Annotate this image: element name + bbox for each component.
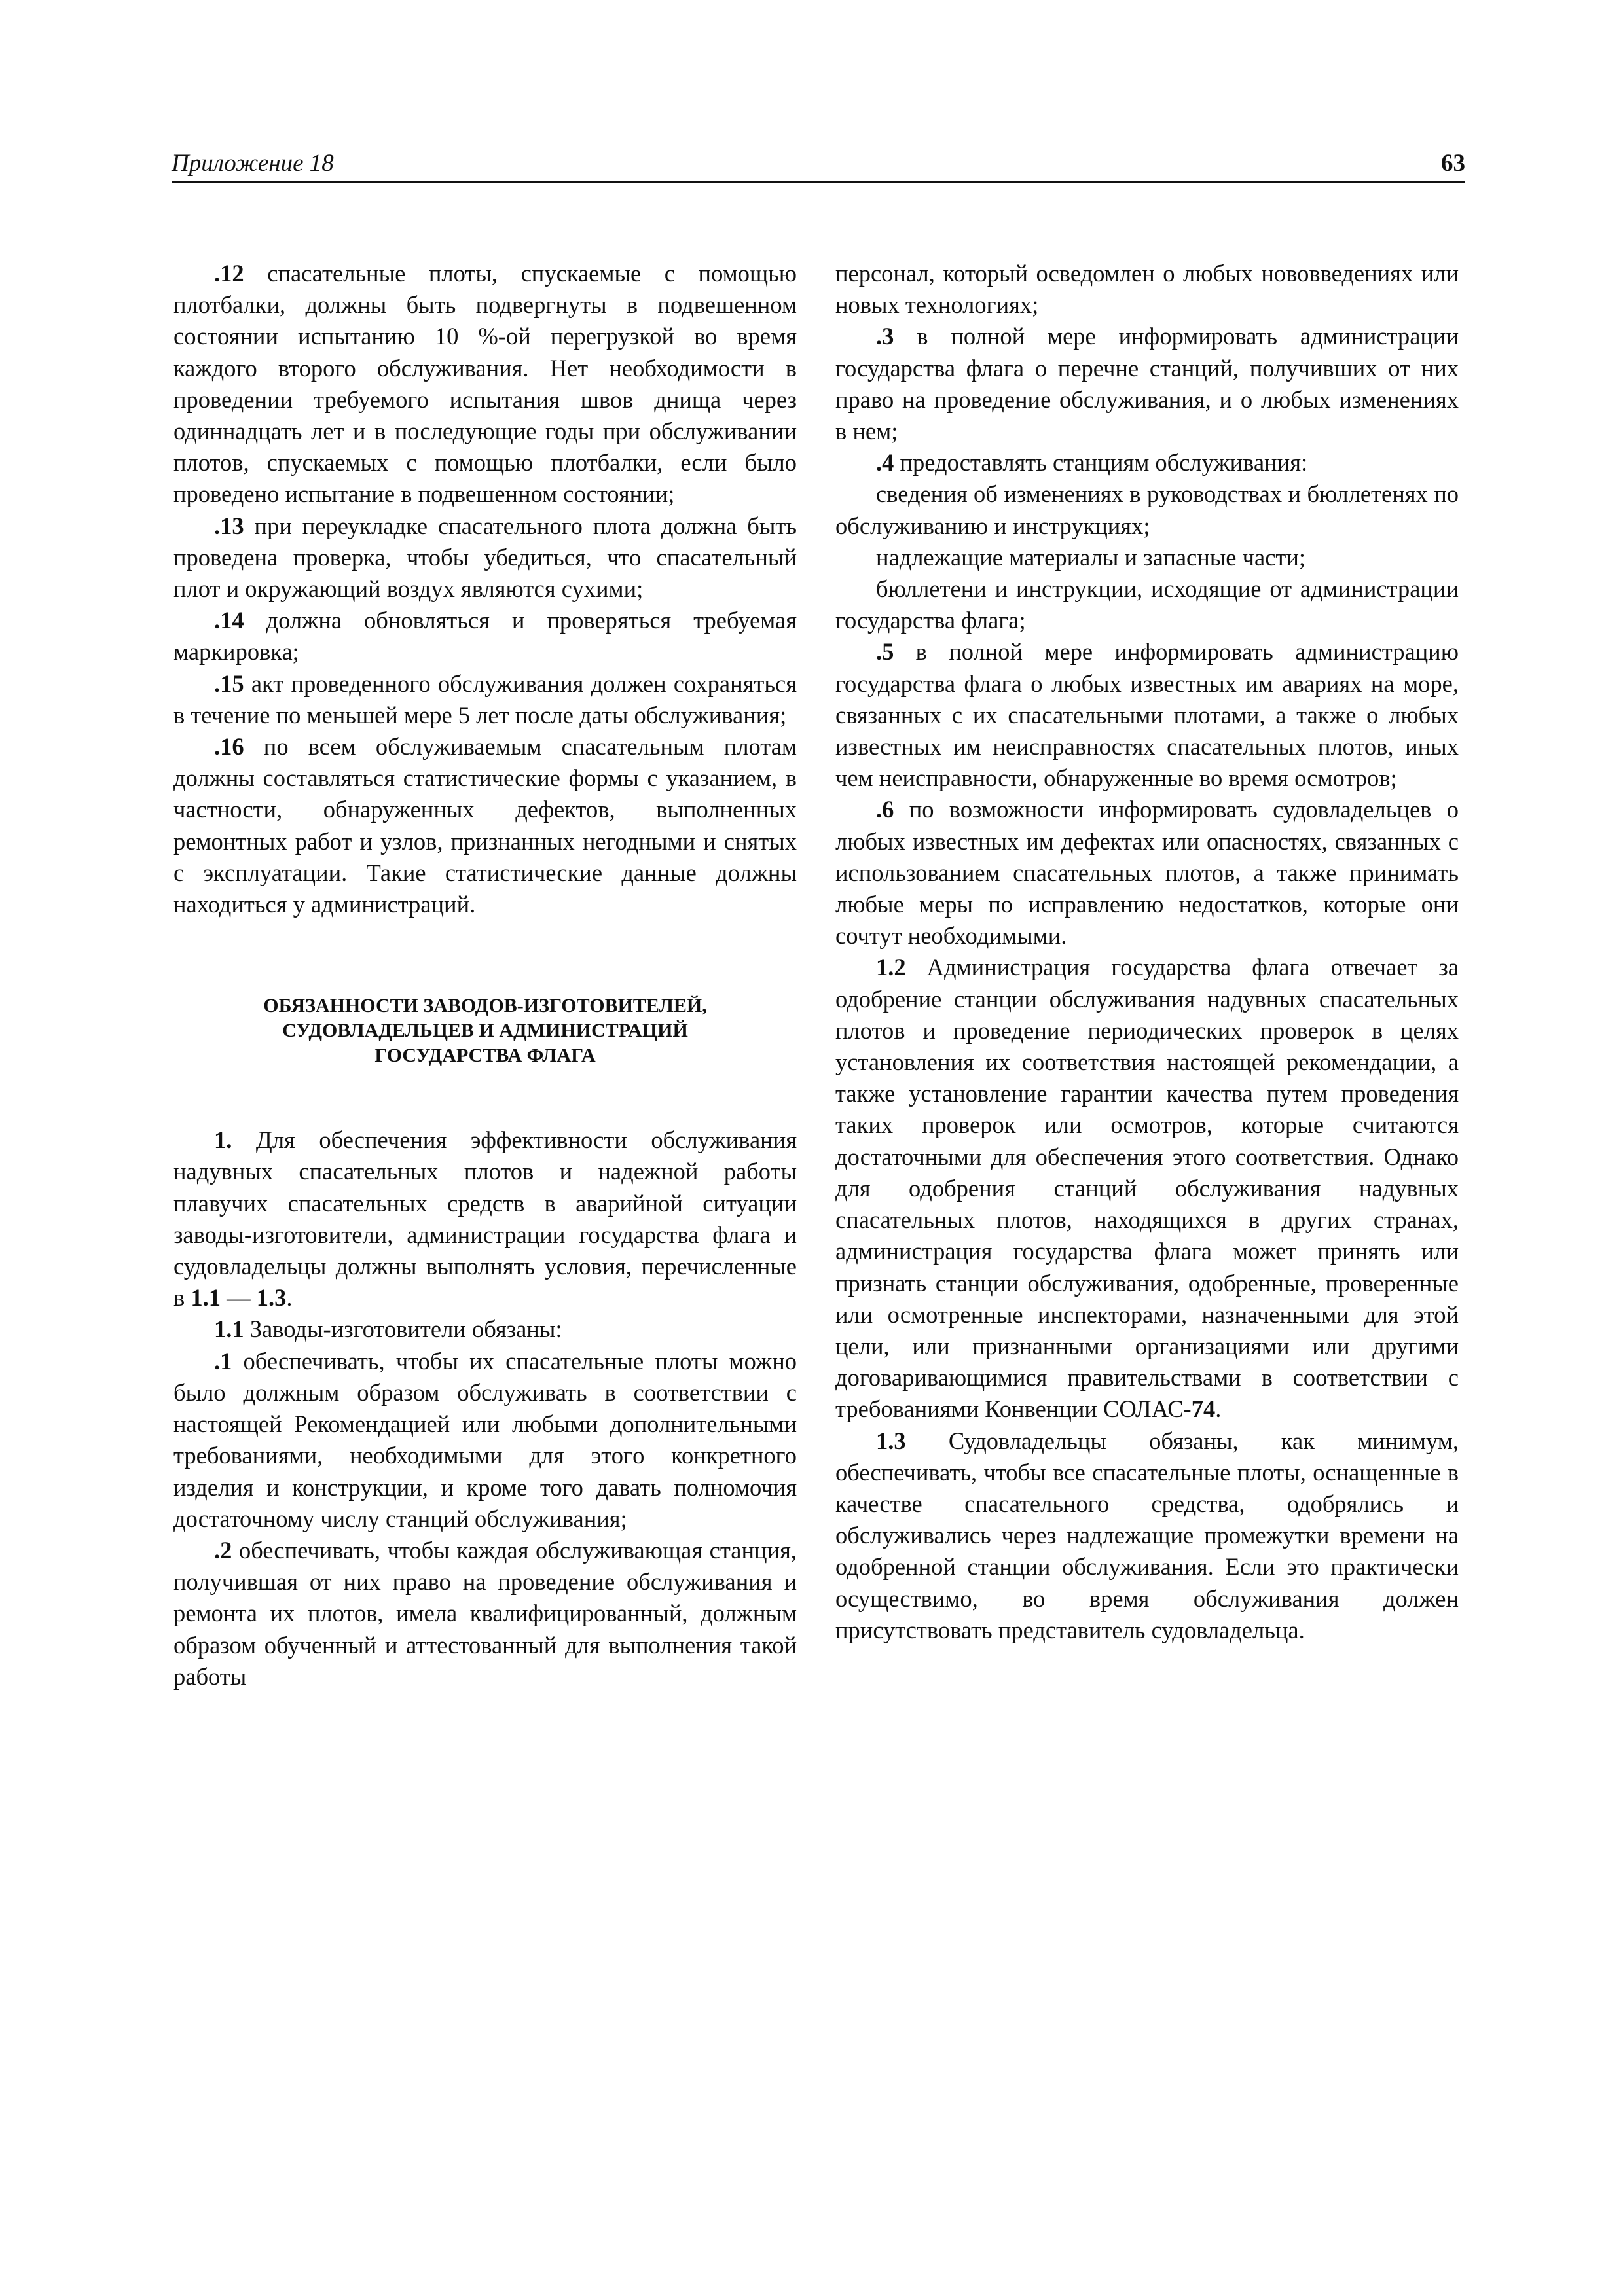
paragraph-6 (835, 794, 1459, 952)
paragraph-1-3 (835, 1426, 1459, 1646)
paragraph-1-1-1 (173, 1346, 797, 1535)
item-number: .2 (214, 1536, 232, 1564)
dash: — (220, 1284, 257, 1312)
section-heading-line: ГОСУДАРСТВА ФЛАГА (374, 1045, 596, 1067)
item-number: .15 (214, 670, 244, 697)
paragraph-4 (835, 447, 1459, 478)
item-number: 1.1 (214, 1316, 244, 1343)
reference-number: 1.1 (191, 1284, 221, 1312)
paragraph-3 (835, 321, 1459, 447)
paragraph-text: . (286, 1284, 293, 1312)
running-title: Приложение 18 (172, 150, 334, 177)
paragraph-text: сведения об изменениях в руководствах и бюллетенях по обслуживанию и инструкциях; (835, 480, 1459, 539)
paragraph-4a (835, 478, 1459, 541)
paragraph-text: акт проведенного обслуживания должен сохраняться в течение по меньшей мере 5 лет после даты обслуживания; (173, 670, 797, 728)
item-number: 1. (214, 1126, 232, 1154)
paragraph-text: бюллетени и инструкции, исходящие от администрации государства флага; (835, 575, 1459, 634)
item-number: .5 (876, 638, 894, 666)
page-number: 63 (1441, 150, 1465, 177)
paragraph-text: должна обновляться и проверяться требуемая маркировка; (173, 607, 797, 666)
item-number: .3 (876, 323, 894, 350)
section-heading-line: ОБЯЗАННОСТИ ЗАВОДОВ-ИЗГОТОВИТЕЛЕЙ, (263, 995, 707, 1017)
paragraph-text: при переукладке спасательного плота должна быть проведена проверка, чтобы убедиться, что спасательный плот и окружающий воздух являются сухими; (173, 512, 797, 603)
paragraph-text: . (1215, 1395, 1222, 1423)
paragraph-text: Заводы-изготовители обязаны: (244, 1316, 562, 1343)
paragraph-text: в полной мере информировать администрацию государства флага о любых известных им авариях на море, связанных с их спасательными плотами, а также о любых известных им неисправностях спасательных плотов, иных чем неисправности, обнаруженные во время осмотров; (835, 638, 1459, 792)
left-column (173, 258, 797, 1693)
paragraph-text: предоставлять станциям обслуживания: (894, 449, 1308, 476)
paragraph-4b (835, 542, 1459, 573)
paragraph-text: обеспечивать, чтобы их спасательные плоты можно было должным образом обслуживать в соответствии с настоящей Рекомендацией или любыми дополнительными требованиями, необходимыми для этого конкретного изделия и конструкции, и кроме того давать полномочия достаточному числу станций обслуживания; (173, 1347, 797, 1532)
paragraph-1 (173, 1124, 797, 1314)
paragraph-15 (173, 668, 797, 731)
item-number: .4 (876, 449, 894, 476)
paragraph-1-2 (835, 952, 1459, 1425)
item-number: .16 (214, 733, 244, 761)
item-number: 1.3 (876, 1427, 906, 1454)
paragraph-text: Для обеспечения эффективности обслуживания надувных спасательных плотов и надежной работы плавучих спасательных средств в аварийной ситуации заводы-изготовители, администрации государства флага и судовладельцы должны выполнять условия, перечисленные в (173, 1126, 797, 1312)
page-header (172, 145, 1465, 183)
paragraph-1-1-2 (173, 1535, 797, 1693)
paragraph-12 (173, 258, 797, 511)
right-column (835, 258, 1459, 1646)
paragraph-text: надлежащие материалы и запасные части; (876, 543, 1306, 571)
paragraph-14 (173, 605, 797, 668)
paragraph-16 (173, 731, 797, 920)
paragraph-text: персонал, который осведомлен о любых нововведениях или новых технологиях; (835, 260, 1459, 319)
reference-number: 1.3 (256, 1284, 287, 1312)
paragraph-text: обеспечивать, чтобы каждая обслуживающая станция, получившая от них право на проведение обслуживания и ремонта их плотов, имела квалифицированный, должным образом обученный и аттестованный для выполнения такой работы (173, 1536, 797, 1690)
paragraph-text: спасательные плоты, спускаемые с помощью плотбалки, должны быть подвергнуты в подвешенном состоянии испытанию 10 %-ой перегрузкой во время каждого второго обслуживания. Нет необходимости в проведении требуемого испытания швов днища через одиннадцать лет и в последующие годы при обслуживании плотов, спускаемых с помощью плотбалки, если было проведено испытание в подвешенном состоянии; (173, 260, 797, 508)
paragraph-continuation (835, 258, 1459, 321)
item-number: .1 (214, 1347, 232, 1374)
paragraph-4c (835, 573, 1459, 636)
convention-number: 74 (1191, 1395, 1216, 1423)
item-number: .13 (214, 512, 244, 539)
paragraph-13 (173, 511, 797, 605)
paragraph-1-1 (173, 1314, 797, 1345)
item-number: .12 (214, 260, 244, 287)
paragraph-text: Администрация государства флага отвечает за одобрение станции обслуживания надувных спасательных плотов и проведение периодических проверок в целях установления их соответствия настоящей рекомендации, а также установление гарантии качества путем проведения таких проверок или осмотров, которые считаются достаточными для обеспечения этого соответствия. Однако для одобрения станций обслуживания надувных спасательных плотов, находящихся в других странах, администрация государства флага может принять или признать станции обслуживания, одобренные, проверенные или осмотренные инспекторами, назначенными для этой цели, или признанными организациями или другими договаривающимися правительствами в соответствии с требованиями Конвенции СОЛАС- (835, 954, 1459, 1423)
paragraph-text: в полной мере информировать администрации государства флага о перечне станций, получивших от них право на проведение обслуживания, и о любых изменениях в нем; (835, 323, 1459, 445)
paragraph-5 (835, 636, 1459, 794)
item-number: 1.2 (876, 954, 906, 981)
paragraph-text: по возможности информировать судовладельцев о любых известных им дефектах или опасностях, связанных с использованием спасательных плотов, а также принимать любые меры по исправлению недостатков, которые они сочтут необходимыми. (835, 796, 1459, 950)
paragraph-text: по всем обслуживаемым спасательным плотам должны составляться статистические формы с указанием, в частности, обнаруженных дефектов, выполненных ремонтных работ и узлов, признанных негодными и снятых с эксплуатации. Такие статистические данные должны находиться у администраций. (173, 733, 797, 918)
item-number: .6 (876, 796, 894, 823)
section-heading-line: СУДОВЛАДЕЛЬЦЕВ И АДМИНИСТРАЦИЙ (282, 1020, 688, 1042)
paragraph-text: Судовладельцы обязаны, как минимум, обеспечивать, чтобы все спасательные плоты, оснащенные в качестве спасательного средства, одобрялись и обслуживались через надлежащие промежутки времени на одобренной станции обслуживания. Если это практически осуществимо, во время обслуживания должен присутствовать представитель судовладельца. (835, 1427, 1459, 1643)
section-heading (173, 994, 797, 1068)
item-number: .14 (214, 607, 244, 634)
